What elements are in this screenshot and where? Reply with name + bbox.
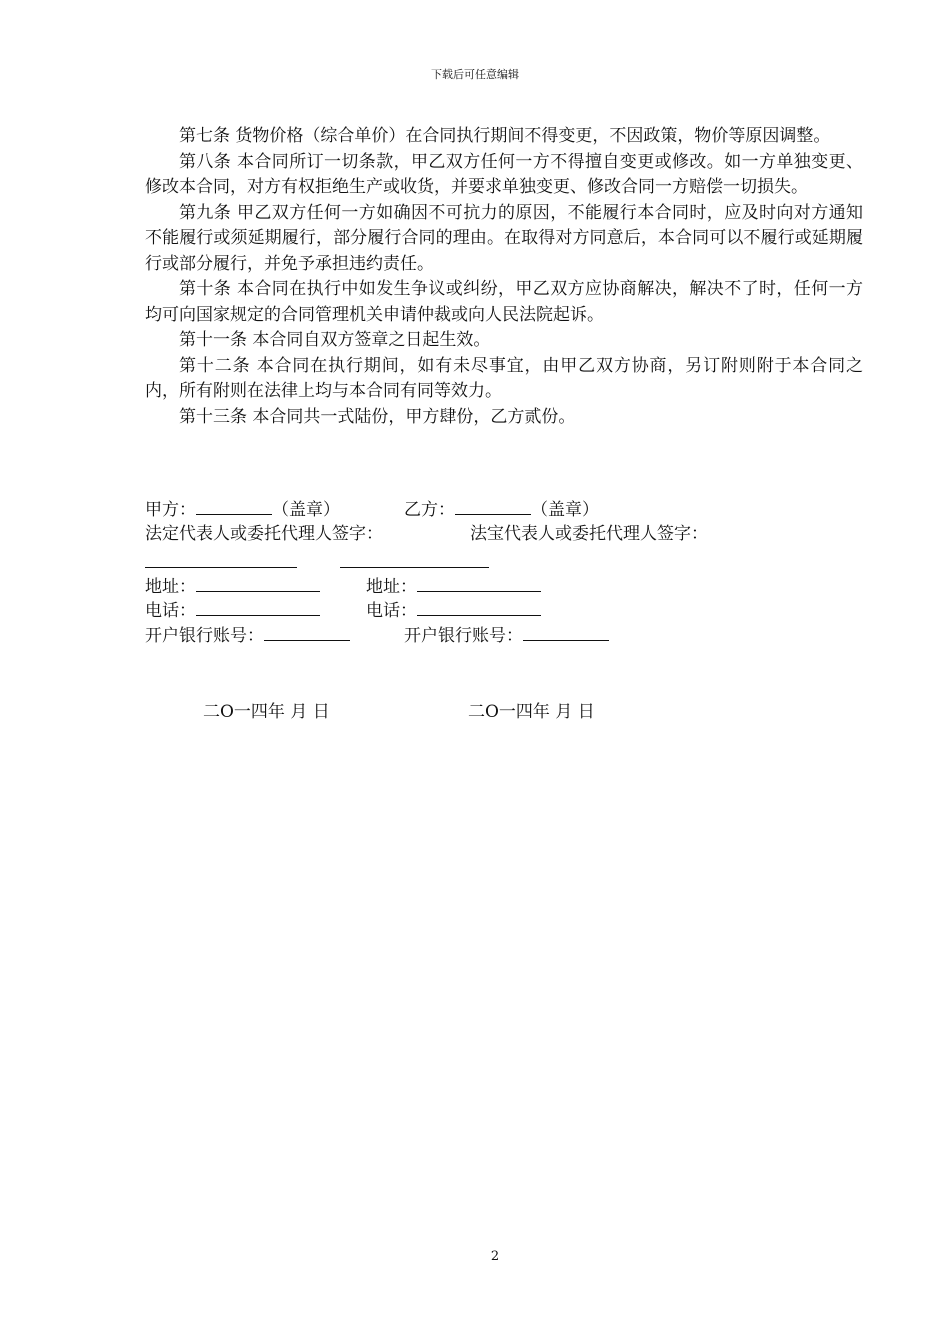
clause-12: 第十二条 本合同在执行期间，如有未尽事宜，由甲乙双方协商，另订附则附于本合同之内，所有附则在法律上均与本合同有同等效力。 (145, 355, 863, 401)
address-a-row (145, 574, 320, 600)
party-b-row (404, 497, 599, 523)
rep-b-label: 法宝代表人或委托代理人签字： (470, 524, 708, 544)
page-header: 下载后可任意编辑 (431, 68, 519, 81)
clause-13: 第十三条 本合同共一式陆份，甲方肆份，乙方贰份。 (179, 406, 576, 427)
phone-b-row (366, 598, 541, 624)
party-row (145, 497, 340, 523)
bank-b-label: 开户银行账号： (404, 626, 523, 646)
address-a-blank (196, 574, 320, 592)
page-number: 2 (490, 1249, 500, 1264)
party-b-label: 乙方： (404, 500, 455, 520)
phone-a-label: 电话： (145, 601, 196, 621)
clause-8: 第八条 本合同所订一切条款，甲乙双方任何一方不得擅自变更或修改。如一方单独变更、修改本合同，对方有权拒绝生产或收货，并要求单独变更、修改合同一方赔偿一切损失。 (145, 151, 863, 197)
contract-clauses (145, 124, 863, 430)
bank-a-row (145, 623, 350, 649)
phone-a-blank (196, 598, 320, 616)
date-right: 二O一四年 月 日 (468, 702, 595, 722)
party-b-seal: （盖章） (531, 500, 599, 520)
clause-7: 第七条 货物价格（综合单价）在合同执行期间不得变更，不因政策，物价等原因调整。 (179, 126, 831, 146)
bank-b-row (404, 623, 609, 649)
bank-a-label: 开户银行账号： (145, 626, 264, 646)
bank-b-blank (523, 623, 609, 641)
party-b-blank (455, 497, 531, 515)
party-a-blank (196, 497, 272, 515)
date-left: 二O一四年 月 日 (203, 702, 330, 722)
rep-a-label: 法定代表人或委托代理人签字： (145, 524, 383, 544)
address-a-label: 地址： (145, 577, 196, 597)
phone-b-blank (417, 598, 541, 616)
bank-a-blank (264, 623, 350, 641)
party-a-label: 甲方： (145, 500, 196, 520)
address-b-row (366, 574, 541, 600)
clause-9: 第九条 甲乙双方任何一方如确因不可抗力的原因，不能履行本合同时，应及时向对方通知不能履行或须延期履行，部分履行合同的理由。在取得对方同意后，本合同可以不履行或延期履行或部分履行，并免予承担违约责任。 (145, 202, 863, 274)
address-b-label: 地址： (366, 577, 417, 597)
clause-11: 第十一条 本合同自双方签章之日起生效。 (179, 330, 491, 350)
phone-a-row (145, 598, 320, 624)
party-a-seal: （盖章） (272, 500, 340, 520)
phone-b-label: 电话： (366, 601, 417, 621)
clause-10: 第十条 本合同在执行中如发生争议或纠纷，甲乙双方应协商解决，解决不了时，任何一方均可向国家规定的合同管理机关申请仲裁或向人民法院起诉。 (145, 279, 863, 325)
address-b-blank (417, 574, 541, 592)
rep-b-signature-line (340, 567, 489, 568)
rep-a-signature-line (145, 567, 297, 568)
